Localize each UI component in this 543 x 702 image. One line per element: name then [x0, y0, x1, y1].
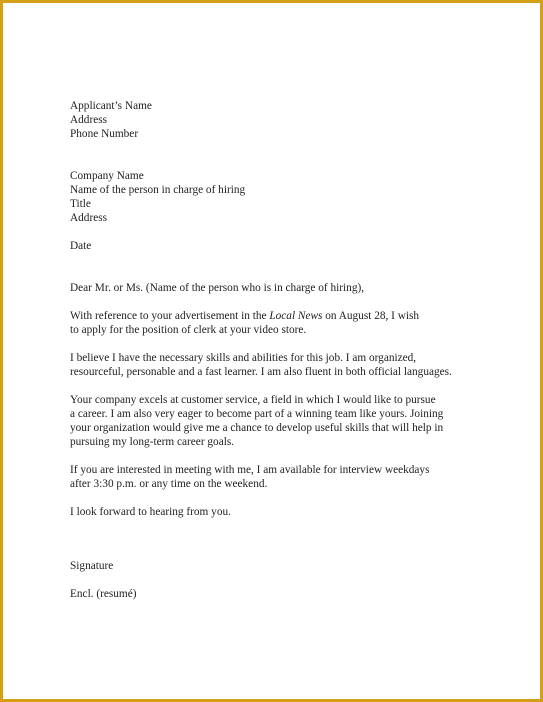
paragraph-line: Your company excels at customer service, a field in which I would like to pursue [70, 394, 436, 406]
enclosure-note: Encl. (resumé) [70, 588, 137, 600]
paragraph-1-line-2: to apply for the position of clerk at your video store. [70, 324, 307, 336]
letter-date: Date [70, 240, 92, 252]
paragraph-line: after 3:30 p.m. or any time on the weekend. [70, 478, 268, 490]
closing-line: I look forward to hearing from you. [70, 506, 231, 518]
paragraph-line: your organization would give me a chance to develop useful skills that will help in [70, 422, 444, 434]
paragraph-1-line-1: With reference to your advertisement in the Local News on August 28, I wish [70, 310, 420, 322]
recipient-company: Company Name [70, 170, 144, 182]
paragraph-line: a career. I am also very eager to become part of a winning team like yours. Joining [70, 408, 444, 420]
sender-phone: Phone Number [70, 128, 139, 140]
paragraph-1 [70, 309, 470, 337]
recipient-title: Title [70, 198, 91, 210]
recipient-address: Address [70, 212, 108, 224]
paragraph-line: pursuing my long-term career goals. [70, 436, 235, 448]
salutation: Dear Mr. or Ms. (Name of the person who is in charge of hiring), [70, 282, 365, 294]
recipient-person: Name of the person in charge of hiring [70, 184, 246, 196]
sender-address: Address [70, 114, 108, 126]
signature: Signature [70, 560, 114, 572]
paragraph-line: resourceful, personable and a fast learner. I am also fluent in both official languages. [70, 366, 452, 378]
paragraph-3 [70, 393, 470, 449]
paragraph-line: I believe I have the necessary skills and abilities for this job. I am organized, [70, 352, 417, 364]
paragraph-4 [70, 463, 470, 491]
letter-page [3, 3, 540, 699]
sender-name: Applicant’s Name [70, 100, 152, 112]
newspaper-name: Local News [269, 310, 323, 322]
paragraph-line: If you are interested in meeting with me, I am available for interview weekdays [70, 464, 430, 476]
paragraph-2 [70, 351, 470, 379]
